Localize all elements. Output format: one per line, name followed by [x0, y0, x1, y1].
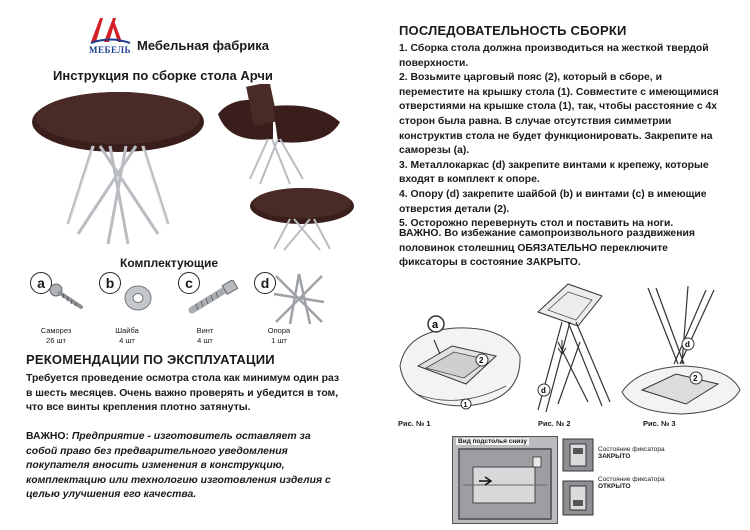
figure-1-diagram	[396, 306, 526, 416]
kit-title: Комплектующие	[120, 256, 219, 270]
bottom-view-image	[453, 437, 557, 523]
lock-closed-caption	[598, 446, 665, 460]
document-title: Инструкция по сборке стола Арчи	[53, 68, 273, 83]
table-photo-extending	[218, 84, 340, 184]
assembly-step-4: 4. Опору (d) закрепите шайбой (b) и винтами (c) в имеющие отверстия детали (2).	[399, 188, 707, 215]
base-frame-icon	[270, 272, 328, 326]
disclaimer	[26, 430, 344, 503]
screw-icon	[48, 282, 84, 310]
assembly-step-5: 5. Осторожно перевернуть стол и поставить на ноги.	[399, 218, 674, 230]
kit-qty-bolt: 4 шт	[197, 336, 213, 345]
figure-3-diagram	[618, 284, 744, 424]
fig3-callout-d: d	[685, 340, 690, 349]
assembly-steps	[399, 42, 721, 232]
logo-caption: МЕБЕЛЬ	[89, 45, 131, 55]
assembly-step-3: 3. Металлокаркас (d) закрепите винтами к крепежу, которые входят в комплект к опоре.	[399, 159, 709, 186]
kit-item-base	[240, 270, 330, 350]
recommendations-heading: РЕКОМЕНДАЦИИ ПО ЭКСПЛУАТАЦИИ	[26, 352, 275, 367]
lock-closed-line1: Состояние фиксатора	[598, 446, 665, 453]
bolt-icon	[184, 280, 240, 316]
disclaimer-label: ВАЖНО:	[26, 431, 69, 442]
lock-open-caption	[598, 476, 665, 490]
kit-badge-a: a	[30, 272, 52, 294]
kit-badge-d: d	[254, 272, 276, 294]
factory-name: Мебельная фабрика	[137, 38, 269, 53]
figure-1-label: Рис. № 1	[398, 419, 431, 428]
kit-name-screw: Саморез	[40, 326, 72, 335]
recommendations-text: Требуется проведение осмотра стола как минимум один раз в шесть месяцев. Очень важно проверять и убедится в том, что все винты крепления плотно затянуты.	[26, 373, 340, 414]
washer-icon	[123, 284, 153, 312]
assembly-warning: ВАЖНО. Во избежание самопроизвольного раздвижения половинок столешниц ОБЯЗАТЕЛЬНО переключите фиксаторы в состояние ЗАКРЫТО.	[399, 228, 695, 269]
lock-open-icon	[562, 480, 594, 516]
assembly-step-1: 1. Сборка стола должна производиться на жесткой твердой поверхности.	[399, 43, 709, 69]
assembly-step-2: 2. Возьмите царговый пояс (2), который в сборе, и переместите на крышку стола (1). Совместите с имеющимися отверстиями на крышке стола (1), так, чтобы расстояние с 4х сторон была равна. В случае отсутствия симметрии конструктив стола не будет функционировать. Закрепите на саморезы (а).	[399, 72, 719, 157]
figure-2-diagram	[518, 282, 620, 422]
kit-name-washer: Шайба	[115, 326, 139, 335]
table-photo-compact	[250, 188, 354, 250]
kit-badge-c: c	[178, 272, 200, 294]
fig1-callout-a: a	[432, 319, 439, 331]
lock-closed-icon	[562, 438, 594, 472]
kit-qty-screw: 26 шт	[46, 336, 66, 345]
bottom-view-caption: Вид подстолья снизу	[458, 438, 527, 445]
kit-item-bolt	[170, 270, 240, 350]
fig1-num-2: 2	[479, 356, 484, 365]
disclaimer-text: Предприятие - изготовитель оставляет за собой право без предварительного уведомления покупателя вносить изменения в конструкцию, комплектацию или технологию изготовления изделия с целью улучшения его качества.	[26, 431, 331, 501]
figure-2-label: Рис. № 2	[538, 419, 571, 428]
bottom-view-photo	[452, 436, 558, 524]
table-photo-main	[32, 92, 204, 244]
fig1-num-1: 1	[463, 402, 468, 409]
fig2-callout-d: d	[541, 386, 546, 395]
company-logo	[88, 12, 132, 58]
kit-name-bolt: Винт	[196, 326, 214, 335]
figure-3-label: Рис. № 3	[643, 419, 676, 428]
lock-closed-state: ЗАКРЫТО	[598, 453, 631, 460]
assembly-heading: ПОСЛЕДОВАТЕЛЬНОСТЬ СБОРКИ	[399, 23, 627, 38]
table-photos	[28, 84, 358, 252]
lock-open-state: ОТКРЫТО	[598, 483, 631, 490]
kit-badge-b: b	[99, 272, 121, 294]
kit-qty-base: 1 шт	[271, 336, 287, 345]
lock-open-line1: Состояние фиксатора	[598, 476, 665, 483]
fig3-num-2: 2	[693, 374, 698, 383]
kit-name-base: Опора	[267, 326, 291, 335]
kit-qty-washer: 4 шт	[119, 336, 135, 345]
kit-item-screw	[26, 270, 86, 350]
kit-item-washer	[97, 270, 157, 350]
